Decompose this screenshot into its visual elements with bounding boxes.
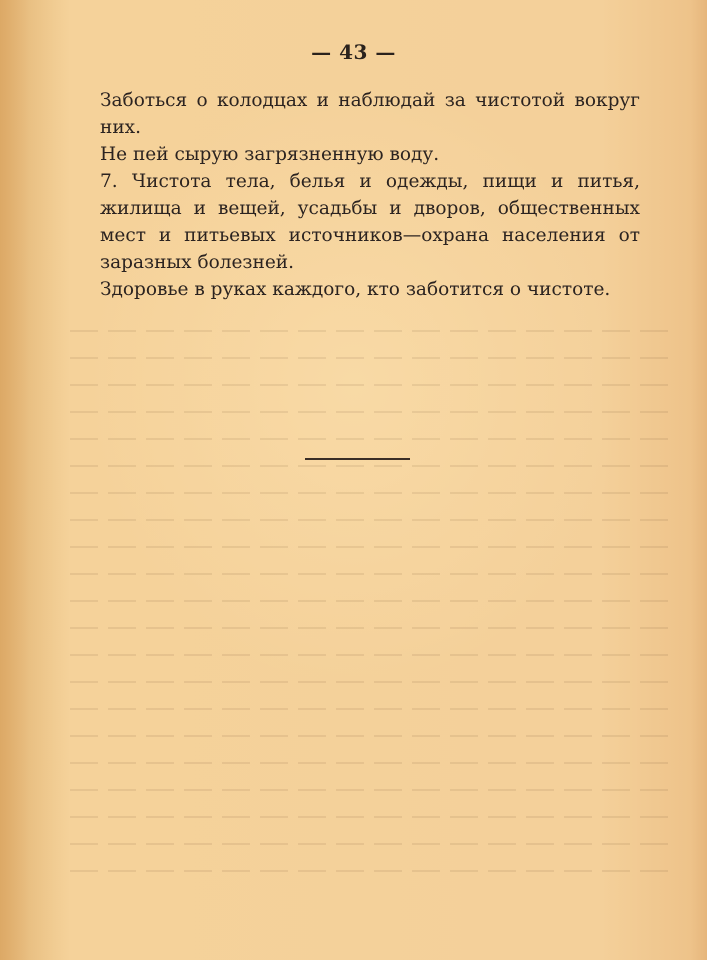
show-through-text <box>70 330 670 920</box>
body-text <box>100 87 640 303</box>
paragraph-cleanliness: 7. Чистота тела, белья и одежды, пищи и питья, жилища и вещей, усадьбы и дворов, общественных мест и питьевых источников—охрана населения от заразных болезней. <box>100 171 640 273</box>
page-number: — 43 — <box>311 40 396 64</box>
paragraph-wells: Заботься о колодцах и наблюдай за чистотой вокруг них. <box>100 90 640 138</box>
paragraph-water: Не пей сырую загрязненную воду. <box>100 144 440 165</box>
paragraph-health: Здоровье в руках каждого, кто заботится о чистоте. <box>100 279 611 300</box>
end-rule <box>305 458 410 460</box>
paper-stain <box>0 0 70 960</box>
